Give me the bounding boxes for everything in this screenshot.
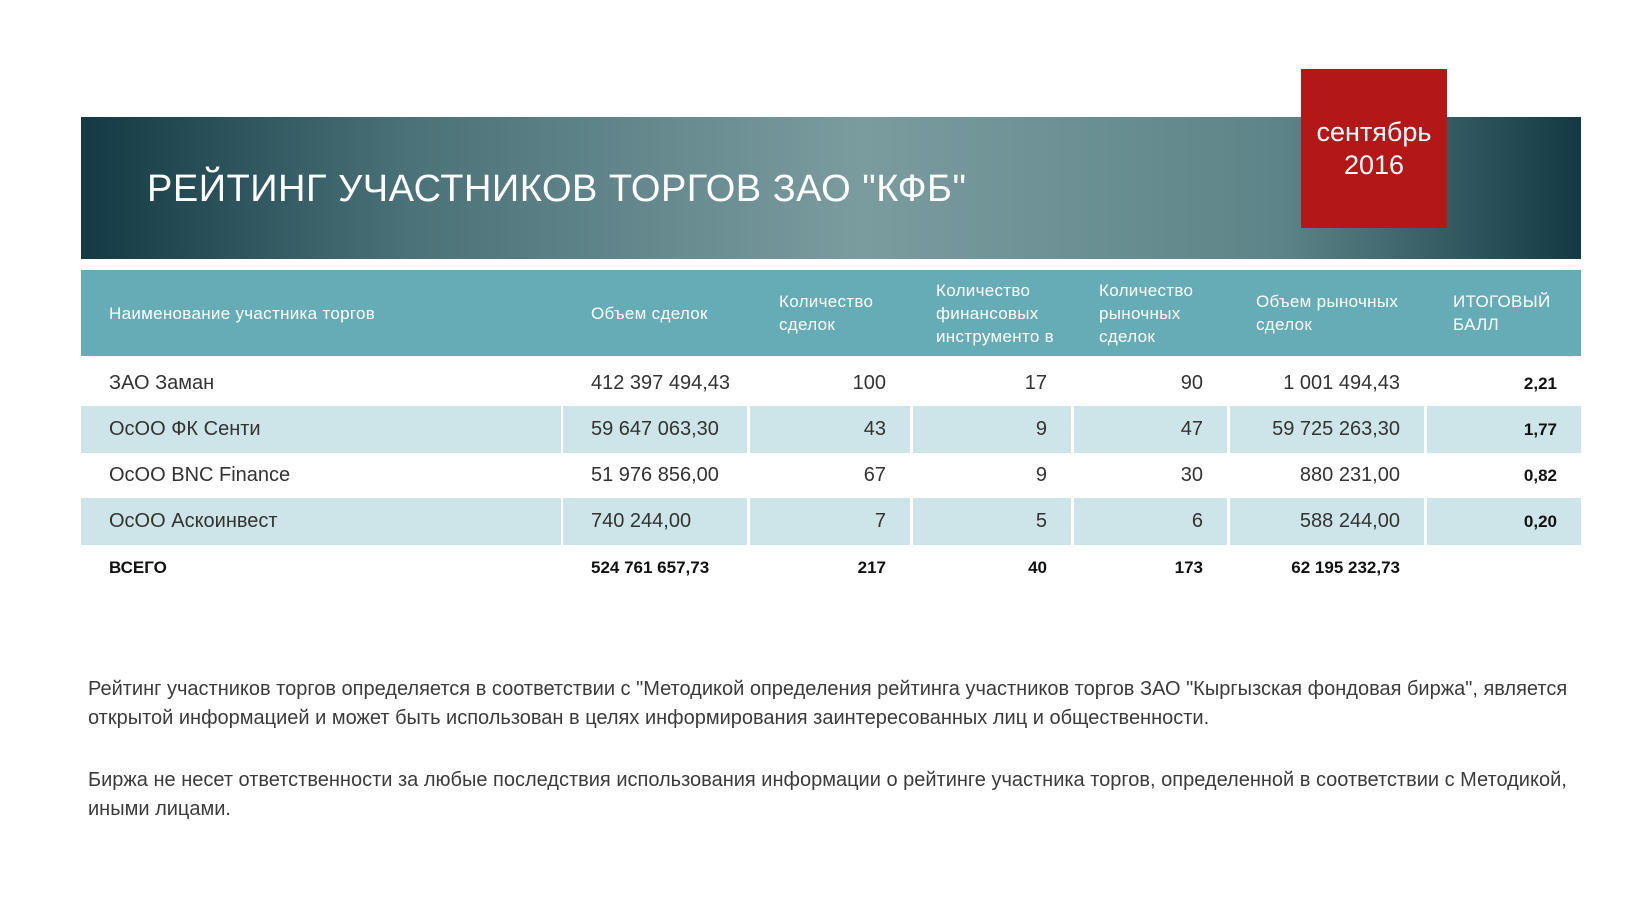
cell-instruments: 5 (913, 498, 1071, 545)
cell-market-deals: 6 (1074, 498, 1227, 545)
cell-market-volume: 588 244,00 (1230, 498, 1424, 545)
cell-name: ОсОО BNC Finance (109, 464, 291, 486)
cell-name: ОсОО ФК Сенти (81, 406, 561, 453)
total-market-volume: 62 195 232,73 (1291, 557, 1400, 577)
total-instruments: 40 (1028, 557, 1047, 577)
col-header-score: ИТОГОВЫЙ БАЛЛ (1453, 292, 1551, 334)
col-header-instruments: Количество финансовых инструменто в (936, 280, 1054, 346)
table-header (81, 270, 1581, 356)
cell-instruments: 9 (913, 406, 1071, 453)
date-badge (1301, 69, 1447, 228)
total-label: ВСЕГО (109, 557, 167, 577)
cell-score: 0,82 (1523, 465, 1557, 485)
cell-volume: 412 397 494,43 (591, 372, 731, 394)
cell-market-deals: 90 (1180, 372, 1203, 394)
col-header-deals: Количество сделок (779, 292, 874, 334)
cell-market-volume: 1 001 494,43 (1283, 372, 1400, 394)
cell-name: ОсОО Аскоинвест (81, 498, 561, 545)
cell-market-volume: 880 231,00 (1299, 464, 1400, 486)
table-row (81, 360, 1581, 407)
col-header-name: Наименование участника торгов (109, 303, 376, 323)
table-row (81, 452, 1581, 499)
cell-volume: 59 647 063,30 (563, 406, 747, 453)
cell-instruments: 9 (1035, 464, 1047, 486)
date-month: сентябрь (1316, 116, 1432, 147)
col-header-market-deals: Количество рыночных сделок (1099, 280, 1194, 346)
cell-score: 0,20 (1427, 498, 1581, 545)
table-row (81, 406, 1581, 453)
cell-name: ЗАО Заман (109, 372, 215, 394)
cell-volume: 51 976 856,00 (591, 464, 719, 486)
total-market-deals: 173 (1174, 557, 1203, 577)
total-score (1427, 544, 1581, 591)
table-row (81, 498, 1581, 545)
cell-market-volume: 59 725 263,30 (1230, 406, 1424, 453)
cell-instruments: 17 (1024, 372, 1047, 394)
col-header-volume: Объем сделок (591, 303, 708, 323)
table-total-row (81, 544, 1581, 591)
page-title: РЕЙТИНГ УЧАСТНИКОВ ТОРГОВ ЗАО "КФБ" (147, 168, 967, 210)
total-volume: 524 761 657,73 (591, 557, 710, 577)
cell-deals: 43 (750, 406, 910, 453)
disclaimer-note: Биржа не несет ответственности за любые последствия использования информации о рейтинге участника торгов, определенной в соответствии с Методикой, иными лицами. (88, 769, 1567, 820)
cell-deals: 7 (750, 498, 910, 545)
cell-deals: 100 (852, 372, 886, 394)
cell-market-deals: 47 (1074, 406, 1227, 453)
cell-market-deals: 30 (1180, 464, 1203, 486)
cell-volume: 740 244,00 (563, 498, 747, 545)
date-year: 2016 (1343, 149, 1405, 180)
total-deals: 217 (857, 557, 886, 577)
cell-score: 2,21 (1523, 373, 1557, 393)
col-header-market-volume: Объем рыночных сделок (1256, 292, 1399, 334)
cell-deals: 67 (863, 464, 886, 486)
cell-score: 1,77 (1427, 406, 1581, 453)
methodology-note: Рейтинг участников торгов определяется в соответствии с "Методикой определения рейтинга участников торгов ЗАО "Кыргызская фондовая биржа", является открытой информацией и может быть использован в целях информирования заинтересованных лиц и общественности. (88, 678, 1568, 729)
